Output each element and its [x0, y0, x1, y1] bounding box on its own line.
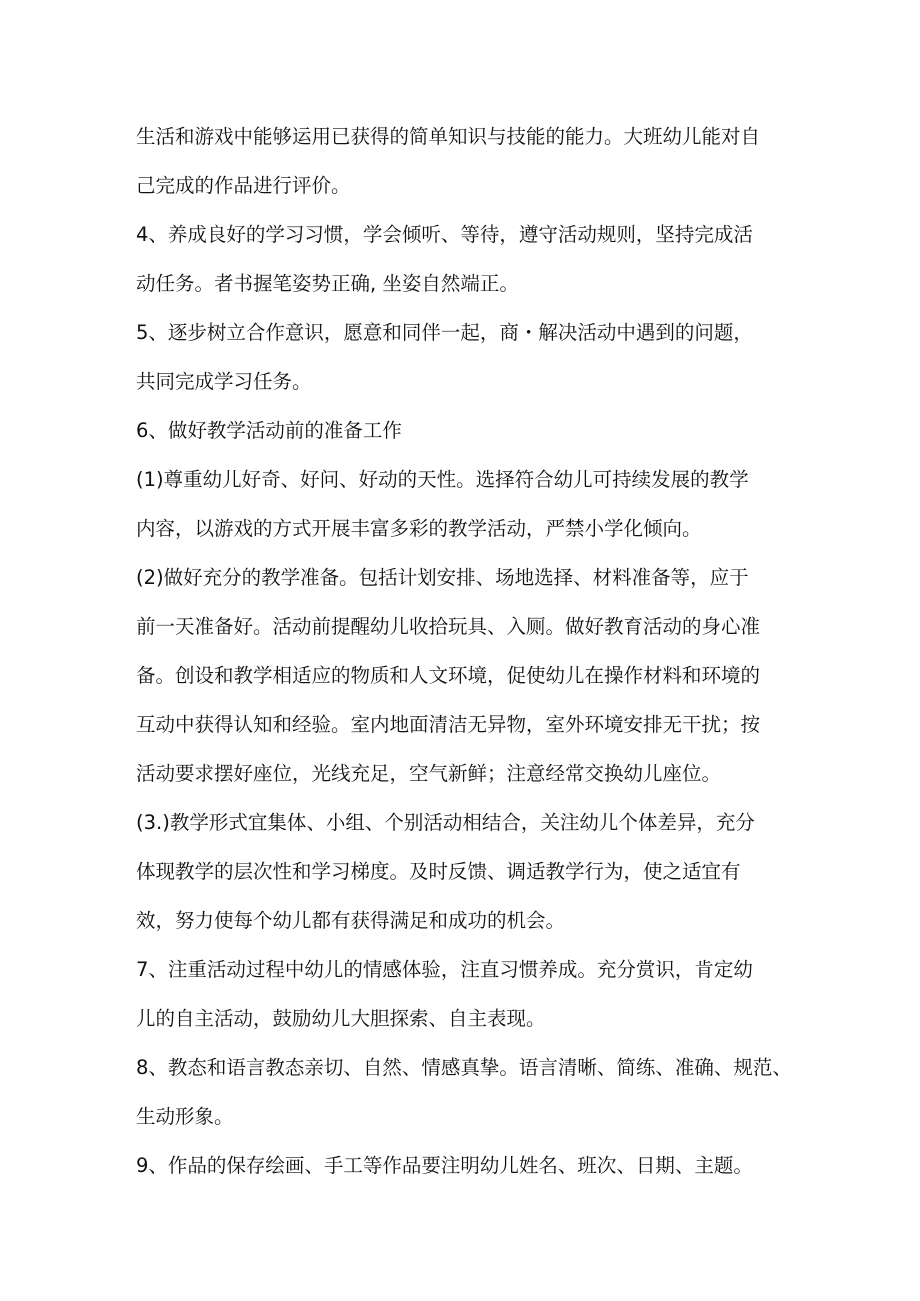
text-line: 儿的自主活动，鼓励幼儿大胆探索、自主表现。	[136, 1007, 546, 1030]
text-line: 7、注重活动过程中幼儿的情感体验，注直习惯养成。充分赏识，肯定幼	[136, 958, 753, 981]
text-line: 活动要求摆好座位，光线充足，空气新鲜；注意经常交换幼儿座位。	[136, 762, 722, 785]
text-line: 8、教态和语言教态亲切、自然、情感真挚。语言清晰、简练、准确、规范、	[136, 1056, 792, 1079]
text-line: 9、作品的保存绘画、手工等作品要注明幼儿姓名、班次、日期、主题。	[136, 1154, 753, 1177]
text-line: 4、养成良好的学习习惯，学会倾听、等待，遵守活动规则，坚持完成活	[136, 223, 753, 246]
text-line: (2)做好充分的教学准备。包括计划安排、场地选择、材料准备等，应于	[136, 566, 749, 589]
text-line: 内容，以游戏的方式开展丰富多彩的教学活动，严禁小学化倾向。	[136, 517, 702, 540]
document-body	[136, 112, 796, 1190]
text-line: 效，努力使每个幼儿都有获得满足和成功的机会。	[136, 909, 566, 932]
text-line: 备。创设和教学相适应的物质和人文环境，促使幼儿在操作材料和环境的	[136, 664, 761, 687]
text-line: 动任务。者书握笔姿势正确, 坐姿自然端正。	[136, 272, 519, 295]
text-line: 共同完成学习任务。	[136, 370, 312, 393]
text-line: 5、逐步树立合作意识，愿意和同伴一起，商・解决活动中遇到的问题，	[136, 321, 753, 344]
text-line: 生动形象。	[136, 1105, 234, 1128]
text-line: 6、做好教学活动前的准备工作	[136, 419, 402, 442]
text-line: (3.)教学形式宜集体、小组、个别活动相结合，关注幼儿个体差异，充分	[136, 811, 755, 834]
text-line: 己完成的作品进行评价。	[136, 174, 351, 197]
text-line: 互动中获得认知和经验。室内地面清洁无异物，室外环境安排无干扰；按	[136, 713, 761, 736]
text-line: 前一天准备好。活动前提醒幼儿收拾玩具、入厕。做好教育活动的身心准	[136, 615, 761, 638]
text-line: (1)尊重幼儿好奇、好问、好动的天性。选择符合幼儿可持续发展的教学	[136, 468, 749, 491]
text-line: 生活和游戏中能够运用已获得的简单知识与技能的能力。大班幼儿能对自	[136, 125, 761, 148]
text-line: 体现教学的层次性和学习梯度。及时反馈、调适教学行为，使之适宜有	[136, 860, 741, 883]
